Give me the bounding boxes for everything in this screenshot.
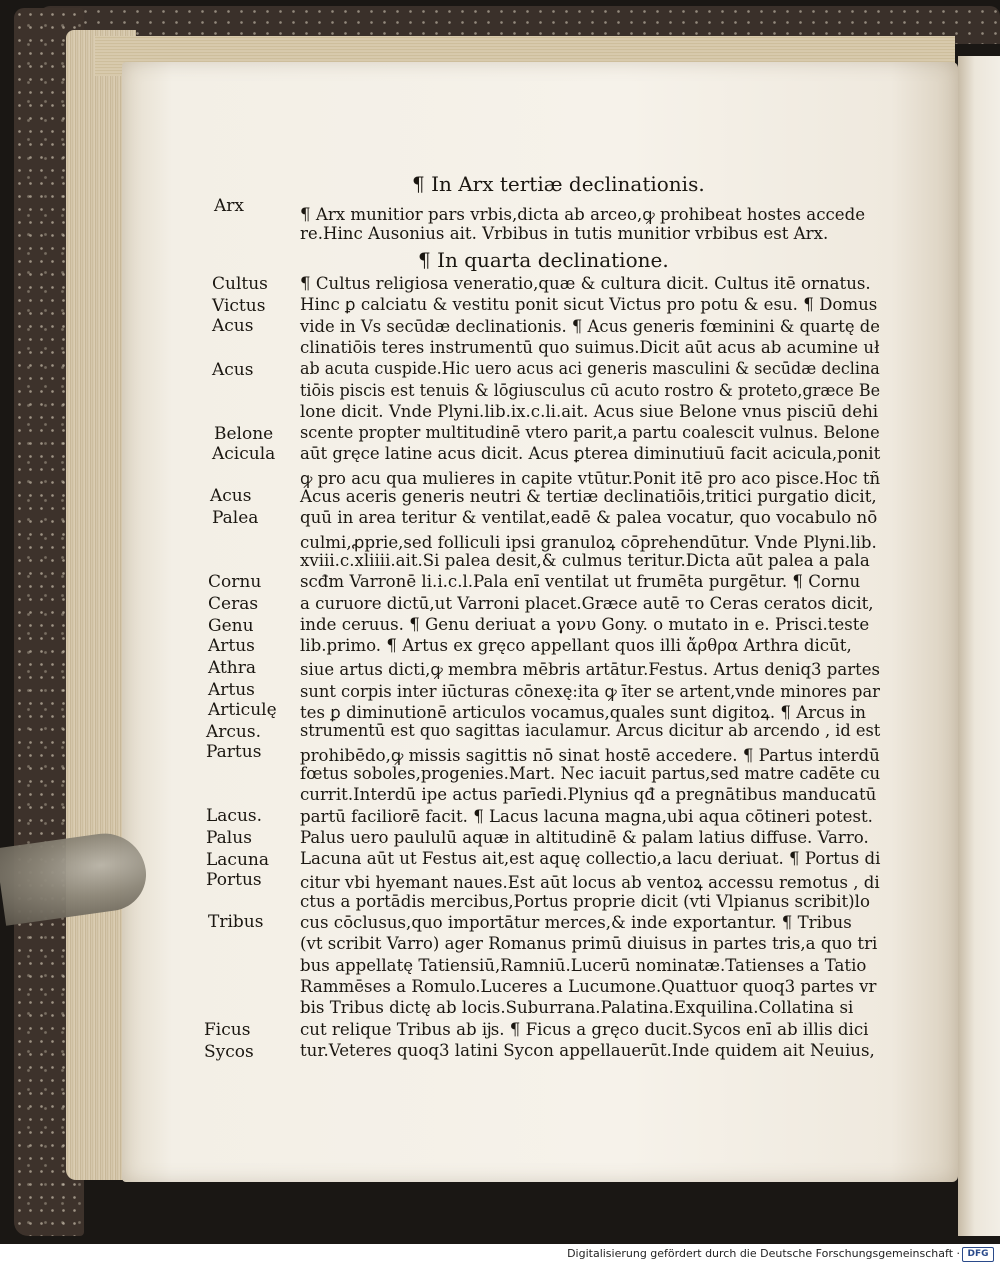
body-line: citur vbi hyemant naues.Est aūt locus ab ventoꝝ accessu remotus , di (300, 873, 880, 893)
body-line: siue artus dicti,ꝙ membra mēbris artātur.Festus. Artus deniq3 partes (300, 660, 880, 680)
margin-note: Victus (212, 296, 266, 316)
body-line: cut relique Tribus ab ĳs. ¶ Ficus a gręco ducit.Sycos enī ab illis dici (300, 1019, 869, 1039)
margin-note: Acus (210, 486, 252, 506)
section-heading-quarta: ¶ In quarta declinatione. (418, 248, 669, 272)
body-line: clinatiōis teres instrumentū quo suimus.Dicit aūt acus ab acumine uł (300, 337, 880, 357)
body-line: Rammēses a Romulo.Luceres a Lucumone.Quattuor quoq3 partes vr (300, 976, 877, 996)
margin-note: Ceras (208, 594, 259, 614)
margin-note: Acus (212, 360, 254, 380)
margin-note: Portus (206, 870, 262, 890)
body-line: a curuore dictū,ut Varroni placet.Græce autē το Ceras ceratos dicit, (300, 593, 874, 613)
body-line: xviii.c.xliiii.ait.Si palea desit,& culmus teritur.Dicta aūt palea a pala (300, 550, 870, 570)
margin-note: Palea (212, 508, 259, 528)
margin-note: Ficus (204, 1020, 251, 1040)
margin-note: Acicula (212, 444, 276, 464)
body-line: Lacuna aūt ut Festus ait,est aquę collectio,a lacu deriuat. ¶ Portus di (300, 849, 881, 869)
margin-note: Partus (206, 742, 262, 762)
body-line: cus cōclusus,quo importātur merces,& inde exportantur. ¶ Tribus (300, 913, 852, 932)
body-line: aūt gręce latine acus dicit. Acus ꝑterea diminutiuū facit acicula,ponit (300, 444, 881, 464)
body-line: culmi,ꝓprie,sed folliculi ipsi granuloꝝ cōprehendūtur. Vnde Plyni.lib. (300, 532, 877, 552)
body-line: bus appellatę Tatiensiū,Ramniū.Lucerū nominatæ.Tatienses a Tatio (300, 955, 867, 975)
body-line: Acus aceris generis neutri & tertiæ declinatiōis,tritici purgatio dicit, (300, 487, 877, 506)
body-line: lib.primo. ¶ Artus ex gręco appellant quos illi ἄρθρα Arthra dicūt, (300, 636, 852, 656)
dfg-logo: DFG (962, 1247, 994, 1262)
body-line: partū faciliorē facit. ¶ Lacus lacuna magna,ubi aqua cōtineri potest. (300, 806, 873, 826)
body-line: scđm Varronē li.i.c.l.Pala enī ventilat ut frumēta purgētur. ¶ Cornu (300, 572, 861, 592)
body-line: tur.Veteres quoq3 latini Sycon appellauerūt.Inde quidem ait Neuius, (300, 1040, 875, 1060)
digitization-footer (0, 1244, 1000, 1263)
body-line: ¶ Arx munitior pars vrbis,dicta ab arceo,ꝙ prohibeat hostes accede (300, 205, 866, 224)
margin-note: Acus (212, 316, 254, 336)
body-line: quū in area teritur & ventilat,eadē & palea vocatur, quo vocabulo nō (300, 508, 878, 528)
margin-note: Lacus. (206, 806, 263, 826)
body-line: sunt corpis inter iūcturas cōnexę:ita ꝙ īter se artent,vnde minores par (300, 681, 880, 701)
body-line: Palus uero paululū aquæ in altitudinē & palam latius diffuse. Varro. (300, 827, 869, 847)
body-line: strumentū est quo sagittas iaculamur. Arcus dicitur ab arcendo , id est (300, 721, 881, 741)
margin-note: Lacuna (206, 850, 269, 870)
body-line: tes ꝑ diminutionē articulos vocamus,quales sunt digitoꝝ. ¶ Arcus in (300, 703, 866, 722)
margin-note: Cornu (208, 572, 262, 592)
margin-note: Palus (206, 828, 252, 848)
margin-note: Athra (208, 658, 257, 678)
margin-note: Tribus (208, 912, 264, 932)
margin-note: Arx (214, 196, 244, 216)
body-line: tiōis piscis est tenuis & lōgiusculus cū acuto rostro & proteto,græce Be (300, 380, 881, 400)
body-line: fœtus soboles,progenies.Mart. Nec iacuit partus,sed matre cadēte cu (300, 763, 881, 783)
body-line: re.Hinc Ausonius ait. Vrbibus in tutis munitior vrbibus est Arx. (300, 224, 829, 243)
facing-page-edge (958, 56, 1000, 1236)
body-line: prohibēdo,ꝙ missis sagittis nō sinat hostē accedere. ¶ Partus interdū (300, 745, 880, 765)
margin-note: Sycos (204, 1042, 254, 1062)
body-line: ctus a portādis mercibus,Portus proprie dicit (vti Vlpianus scribit)lo (300, 891, 870, 911)
body-line: scente propter multitudinē vtero parit,a partu coalescit vulnus. Belone (300, 423, 880, 443)
body-line: ¶ Cultus religiosa veneratio,quæ & cultura dicit. Cultus itē ornatus. (300, 274, 871, 293)
margin-note: Articulę (208, 700, 277, 720)
margin-note: Belone (214, 424, 274, 444)
body-line: bis Tribus dictę ab locis.Suburrana.Palatina.Exquilina.Collatina si (300, 998, 854, 1018)
body-line: lone dicit. Vnde Plyni.lib.ix.c.li.ait. Acus siue Belone vnus pisciū dehi (300, 401, 879, 421)
margin-note: Arcus. (206, 722, 262, 742)
margin-note: Artus (208, 680, 255, 700)
body-line: ꝙ pro acu qua mulieres in capite vtūtur.Ponit itē pro aco pisce.Hoc tñ (300, 468, 881, 488)
footer-credit: Digitalisierung gefördert durch die Deutsche Forschungsgemeinschaft · (567, 1247, 960, 1260)
body-line: ab acuta cuspide.Hic uero acus aci generis masculini & secūdæ declina (300, 359, 880, 379)
margin-note: Genu (208, 616, 254, 636)
body-line: vide in Vs secūdæ declinationis. ¶ Acus generis fœminini & quartę de (300, 316, 880, 336)
margin-note: Cultus (212, 274, 268, 294)
body-line: inde ceruus. ¶ Genu deriuat a γονυ Gony. o mutato in e. Prisci.teste (300, 614, 870, 634)
body-line: currit.Interdū ipe actus parīedi.Plynius qđ a pregnātibus manducatū (300, 785, 877, 805)
body-line: Hinc ꝑ calciatu & vestitu ponit sicut Victus pro potu & esu. ¶ Domus (300, 295, 878, 315)
margin-note: Artus (208, 636, 255, 656)
body-line: (vt scribit Varro) ager Romanus primū diuisus in partes tris,a quo tri (300, 934, 878, 954)
section-heading-arx: ¶ In Arx tertiæ declinationis. (412, 172, 705, 196)
